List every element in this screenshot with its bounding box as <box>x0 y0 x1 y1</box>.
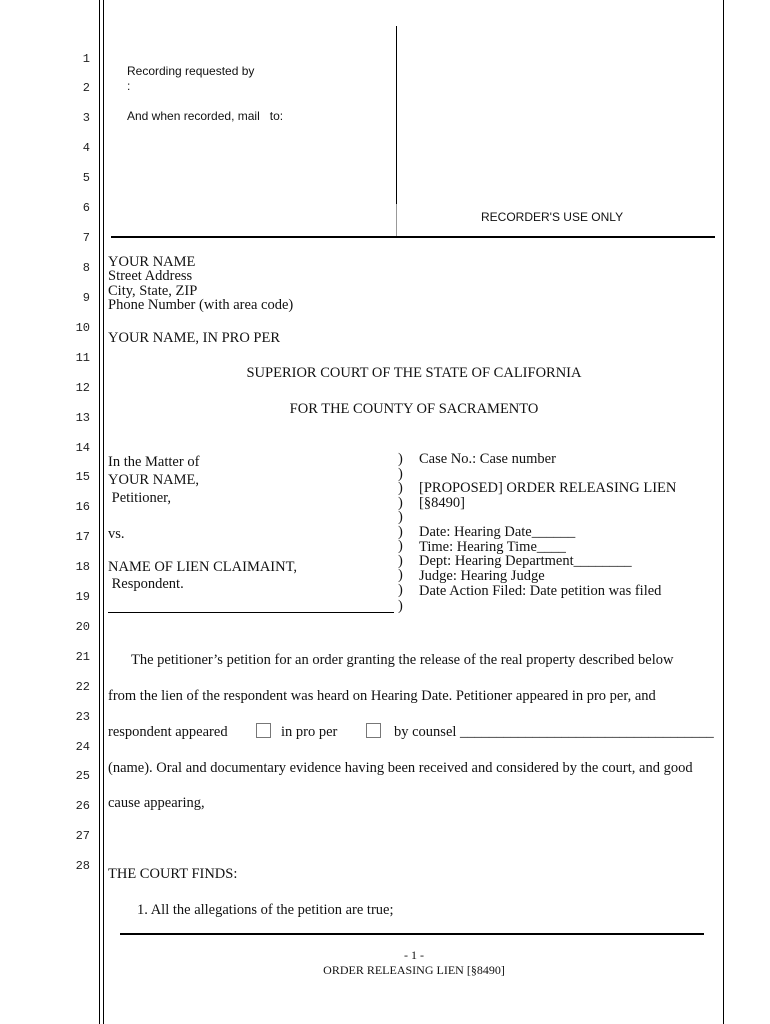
date-action-filed: Date Action Filed: Date petition was filed <box>419 583 662 599</box>
left-margin-rule-outer <box>99 0 100 1024</box>
line-number: 23 <box>75 710 90 724</box>
by-counsel-checkbox[interactable] <box>366 723 381 738</box>
line-number: 12 <box>75 381 90 395</box>
line-number: 28 <box>75 859 90 873</box>
recorder-box-divider <box>396 26 397 204</box>
court-heading: SUPERIOR COURT OF THE STATE OF CALIFORNIA <box>246 365 582 381</box>
in-pro-per-checkbox[interactable] <box>256 723 271 738</box>
caption-paren: ) <box>398 567 403 583</box>
caption-paren: ) <box>398 538 403 554</box>
line-number: 16 <box>75 500 90 514</box>
line-number: 14 <box>75 441 90 455</box>
caption-respondent-name: NAME OF LIEN CLAIMAINT, <box>108 559 298 575</box>
in-pro-per-label: in pro per <box>281 724 338 740</box>
finding-1: 1. All the allegations of the petition are true; <box>137 902 394 918</box>
line-number: 7 <box>82 231 90 245</box>
line-number: 3 <box>82 111 90 125</box>
body-line-5: cause appearing, <box>108 795 205 811</box>
body-line-2: from the lien of the respondent was heard on Hearing Date. Petitioner appeared in pro per, and <box>108 688 656 704</box>
recorders-use-only: RECORDER'S USE ONLY <box>481 210 624 224</box>
caption-petitioner-name: YOUR NAME, <box>108 472 200 488</box>
left-margin-rule-inner <box>103 0 104 1024</box>
document-statute: [§8490] <box>419 495 465 511</box>
line-number: 2 <box>82 81 90 95</box>
line-number: 5 <box>82 171 90 185</box>
line-number: 25 <box>75 769 90 783</box>
caption-underline <box>108 612 394 613</box>
document-title: [PROPOSED] ORDER RELEASING LIEN <box>419 480 677 496</box>
line-number: 1 <box>82 52 90 66</box>
right-margin-rule <box>723 0 724 1024</box>
party-pro-per: YOUR NAME, IN PRO PER <box>108 330 281 346</box>
body-line-1: The petitioner’s petition for an order granting the release of the real property described below <box>131 652 674 668</box>
line-number: 10 <box>75 321 90 335</box>
party-street: Street Address <box>108 268 193 284</box>
hearing-date: Date: Hearing Date______ <box>419 524 576 540</box>
caption-paren: ) <box>398 553 403 569</box>
caption-paren: ) <box>398 495 403 511</box>
line-number: 26 <box>75 799 90 813</box>
caption-paren: ) <box>398 509 403 525</box>
line-number: 6 <box>82 201 90 215</box>
line-number: 19 <box>75 590 90 604</box>
hearing-time: Time: Hearing Time____ <box>419 539 566 555</box>
hearing-dept: Dept: Hearing Department________ <box>419 553 632 569</box>
line-number: 27 <box>75 829 90 843</box>
caption-paren: ) <box>398 451 403 467</box>
party-city: City, State, ZIP <box>108 283 198 299</box>
hearing-judge: Judge: Hearing Judge <box>419 568 545 584</box>
caption-paren: ) <box>398 524 403 540</box>
county-heading: FOR THE COUNTY OF SACRAMENTO <box>289 401 539 417</box>
recording-mail-to: And when recorded, mail to: <box>127 109 284 123</box>
line-number: 17 <box>75 530 90 544</box>
line-number: 22 <box>75 680 90 694</box>
line-number: 15 <box>75 470 90 484</box>
recording-block-bottom-rule <box>111 236 715 238</box>
footer-page-number: - 1 - <box>404 948 424 962</box>
respondent-appeared-label: respondent appeared <box>108 724 228 740</box>
line-number: 21 <box>75 650 90 664</box>
line-number: 9 <box>82 291 90 305</box>
line-number: 18 <box>75 560 90 574</box>
party-phone: Phone Number (with area code) <box>108 297 294 313</box>
line-number: 13 <box>75 411 90 425</box>
line-number: 11 <box>75 351 90 365</box>
recording-requested-by: Recording requested by <box>127 64 255 78</box>
caption-petitioner-label: Petitioner, <box>108 490 172 506</box>
caption-paren: ) <box>398 480 403 496</box>
by-counsel-label: by counsel ___________________________________ <box>394 724 714 740</box>
case-number: Case No.: Case number <box>419 451 556 467</box>
recorder-box-divider-lower <box>396 204 397 236</box>
line-number: 20 <box>75 620 90 634</box>
court-finds-heading: THE COURT FINDS: <box>108 866 238 882</box>
line-number: 8 <box>82 261 90 275</box>
caption-paren: ) <box>398 598 403 614</box>
caption-matter: In the Matter of <box>108 454 200 470</box>
body-line-4: (name). Oral and documentary evidence having been received and considered by the court, and good <box>108 760 693 776</box>
party-name: YOUR NAME <box>108 254 196 270</box>
footer-rule <box>120 933 704 935</box>
footer-title: ORDER RELEASING LIEN [§8490] <box>323 963 505 977</box>
line-number: 24 <box>75 740 90 754</box>
recording-colon: : <box>127 79 131 93</box>
line-number: 4 <box>82 141 90 155</box>
caption-paren: ) <box>398 582 403 598</box>
caption-respondent-label: Respondent. <box>108 576 184 592</box>
caption-paren: ) <box>398 466 403 482</box>
caption-vs: vs. <box>108 526 125 542</box>
